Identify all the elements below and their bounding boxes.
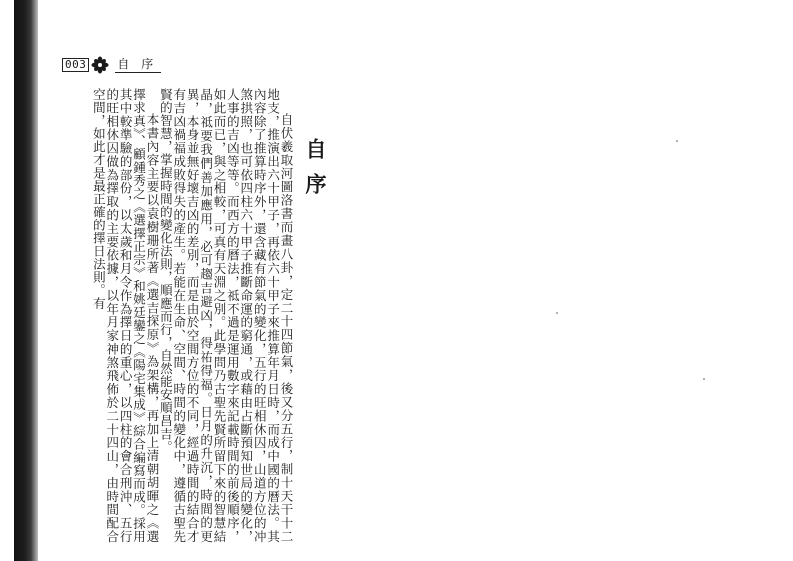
chapter-title: 自序 xyxy=(303,138,327,208)
book-spine-shadow xyxy=(14,0,38,561)
running-title: 自 序 xyxy=(115,58,161,73)
flower-ornament-icon xyxy=(91,56,109,74)
paragraph-1: 自伏羲取河圖洛書而畫八卦，定二十四節氣，後又分五行，制十天干十二地支，推演出六十甲子，再依六十甲子來推算年月日時，而成中國的曆法。其內容除了推算時序外，還含藏有節氣的變化，五行的旺相休囚，山道方位的冲煞拱照，也可依四柱六十甲子推斷命運的窮通，或藉由占斷預知世局的變化，人事的吉凶等等。而西方的曆法，祗不過是運用數字來記載時間的前後順序，如此而已，與之相較，可真有天淵之別。此學問乃古聖先賢所留下來的智慧結晶，祗要我們善加應用，必可趨吉避凶，得祐得福。日月的升沉，時間的更異，本身並無好壞吉凶的差別，而是由於空間方位的不同，經過時間的結合才有吉凶禍福成敗得失的產生。若能在生命、空間、時間的變化中，遵循古聖先賢的智慧，掌握時間的變化法則，順應而行，自然能安順昌吉。 xyxy=(158,88,294,543)
scan-speck xyxy=(556,312,558,314)
scan-speck xyxy=(676,140,678,142)
page-header xyxy=(62,56,161,74)
preface-body xyxy=(55,88,293,543)
page-number: 003 xyxy=(62,58,89,72)
scan-speck xyxy=(703,378,705,380)
paragraph-2: 本書內容主要以袁樹珊所著《選吉探原》為架構，再加上清朝胡暉之《選擇求真》、顧鍾秀之《選擇正宗》和姚廷鑾之《陽宅集成》綜合編寫而成。採用其中較準驗的部份，以太歲和月令作為擇日的重心，以四柱的會合刑沖、五行的旺相休囚做為擇取的主要依據，以年月家神煞飛佈於二十四山，由時間配合空間，如此才是最正確的擇日法則。有 xyxy=(91,88,160,543)
